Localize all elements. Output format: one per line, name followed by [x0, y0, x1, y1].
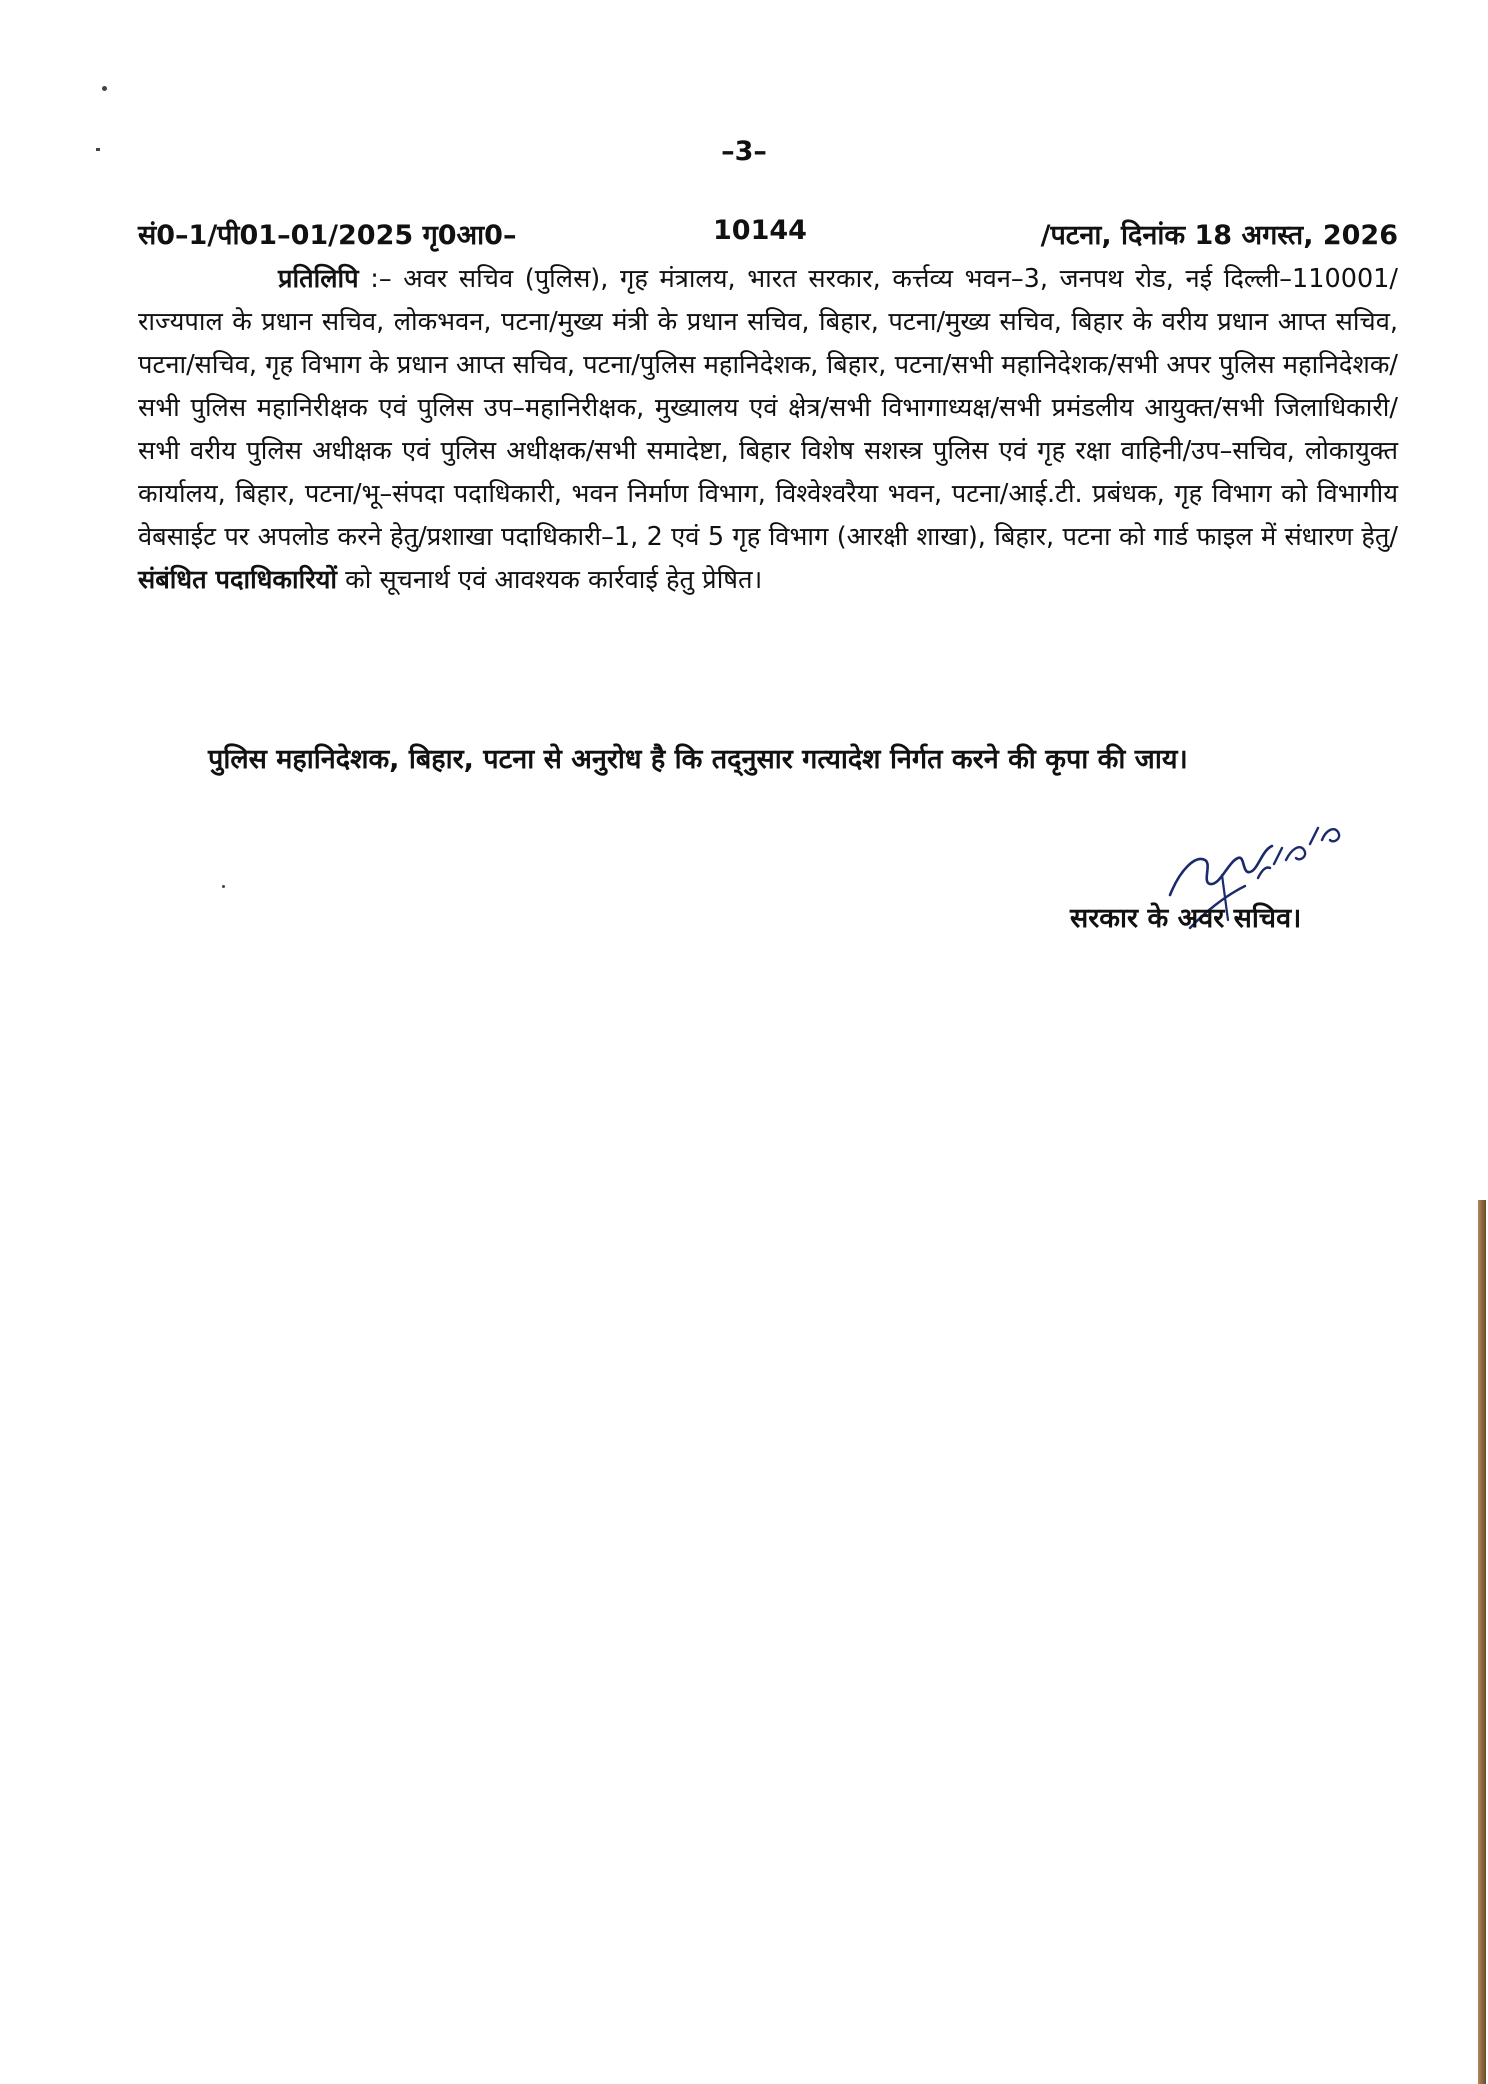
- letter-number: 10144: [713, 215, 807, 246]
- copy-bold-tail: संबंधित पदाधिकारियों: [138, 565, 338, 595]
- copy-recipients-text: :– अवर सचिव (पुलिस), गृह मंत्रालय, भारत सरकार, कर्त्तव्य भवन–3, जनपथ रोड, नई दिल्ली–110001/राज्यपाल के प्रधान सचिव, लोकभवन, पटना/मुख्य मंत्री के प्रधान सचिव, बिहार, पटना/मुख्य सचिव, बिहार के वरीय प्रधान आप्त सचिव, पटना/सचिव, गृह विभाग के प्रधान आप्त सचिव, पटना/पुलिस महानिदेशक, बिहार, पटना/सभी महानिदेशक/सभी अपर पुलिस महानिदेशक/सभी पुलिस महानिरीक्षक एवं पुलिस उप–महानिरीक्षक, मुख्यालय एवं क्षेत्र/सभी विभागाध्यक्ष/सभी प्रमंडलीय आयुक्त/सभी जिलाधिकारी/सभी वरीय पुलिस अधीक्षक एवं पुलिस अधीक्षक/सभी समादेष्टा, बिहार विशेष सशस्त्र पुलिस एवं गृह रक्षा वाहिनी/उप–सचिव, लोकायुक्त कार्यालय, बिहार, पटना/भू–संपदा पदाधिकारी, भवन निर्माण विभाग, विश्वेश्वरैया भवन, पटना/आई.टी. प्रबंधक, गृह विभाग को विभागीय वेबसाईट पर अपलोड करने हेतु/प्रशाखा पदाधिकारी–1, 2 एवं 5 गृह विभाग (आरक्षी शाखा), बिहार, पटना को गार्ड फाइल में संधारण हेतु/: [138, 264, 1398, 552]
- scan-edge-shadow: [1478, 1200, 1486, 2084]
- scan-speck: [102, 86, 107, 91]
- request-paragraph: पुलिस महानिदेशक, बिहार, पटना से अनुरोध है कि तद्नुसार गत्यादेश निर्गत करने की कृपा की जाय।: [208, 744, 1188, 775]
- copy-lead: प्रतिलिपि: [278, 264, 359, 294]
- reference-number: सं0–1/पी01–01/2025 गृ0आ0–: [138, 220, 517, 251]
- scan-speck: [96, 148, 100, 151]
- copy-distribution-paragraph: [138, 258, 1398, 602]
- page-number: –3–: [721, 136, 767, 167]
- reference-line: [138, 215, 1398, 257]
- copy-ending: को सूचनार्थ एवं आवश्यक कार्रवाई हेतु प्रेषित।: [337, 565, 763, 595]
- scan-speck: [222, 885, 225, 888]
- signatory-designation: सरकार के अवर सचिव।: [1070, 903, 1302, 934]
- place-and-date: /पटना, दिनांक 18 अगस्त, 2026: [1040, 220, 1398, 251]
